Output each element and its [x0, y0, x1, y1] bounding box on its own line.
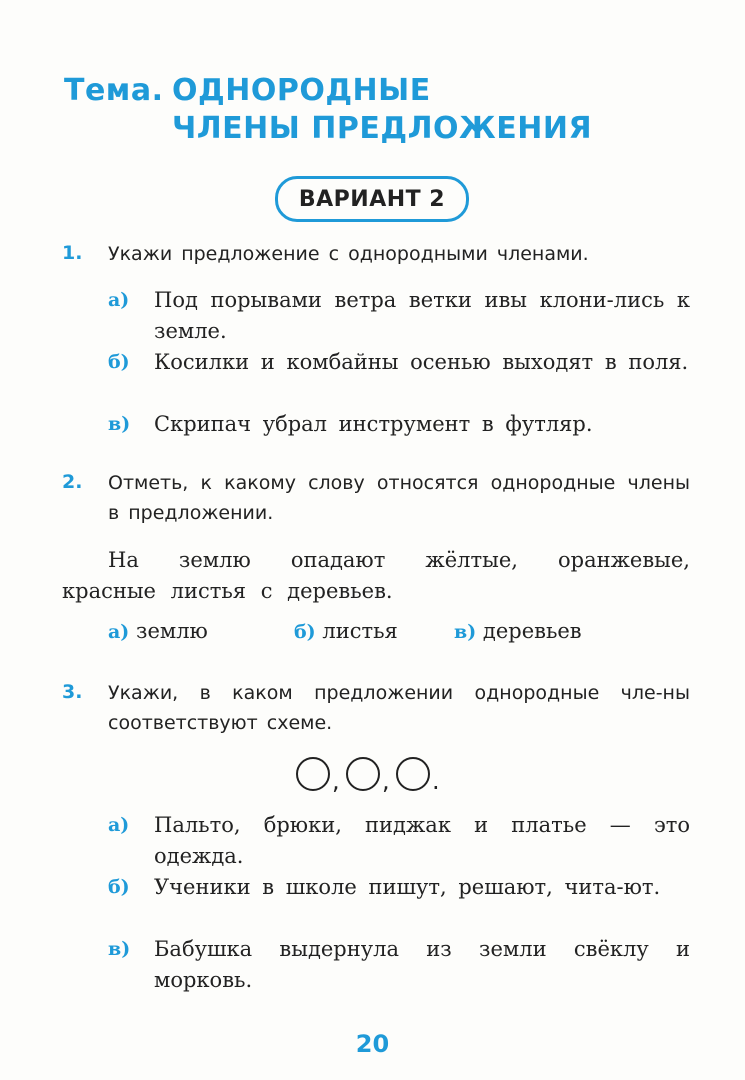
- page-number: 20: [355, 1030, 390, 1058]
- q1-option-a[interactable]: [108, 285, 690, 347]
- option-text: землю: [136, 619, 208, 643]
- circle-icon: [396, 757, 430, 791]
- option-letter: в): [454, 621, 477, 643]
- option-letter: а): [108, 621, 130, 643]
- option-text: Ученики в школе пишут, решают, чита-ют.: [154, 875, 661, 899]
- q3-option-c[interactable]: [108, 934, 690, 996]
- question-3-text: Укажи, в каком предложении однородные чле-ны соответствуют схеме.: [108, 682, 690, 734]
- question-2-sentence: На землю опадают жёлтые, оранжевые, красные листья с деревьев.: [62, 548, 690, 603]
- circle-icon: [346, 757, 380, 791]
- option-text: Скрипач убрал инструмент в футляр.: [154, 412, 593, 436]
- option-text: деревьев: [482, 619, 582, 643]
- q2-option-a[interactable]: [108, 619, 208, 643]
- title-line-2: ЧЛЕНЫ ПРЕДЛОЖЕНИЯ: [172, 111, 593, 146]
- q2-option-c[interactable]: [454, 619, 582, 643]
- scheme-comma: ,: [332, 767, 340, 795]
- option-letter: б): [294, 621, 316, 643]
- q3-option-b[interactable]: [108, 872, 690, 903]
- option-letter: а): [108, 289, 130, 311]
- question-1-number: 1.: [62, 242, 83, 264]
- option-text: Бабушка выдернула из земли свёклу и морковь.: [154, 937, 690, 992]
- topic-prefix: Тема.: [64, 73, 164, 108]
- sentence-scheme: [296, 757, 446, 795]
- option-letter: в): [108, 413, 131, 435]
- question-2-text: Отметь, к какому слову относятся однородные члены в предложении.: [108, 472, 690, 524]
- variant-badge: ВАРИАНТ 2: [275, 176, 469, 222]
- option-text: Пальто, брюки, пиджак и платье — это одежда.: [154, 813, 690, 868]
- q2-option-b[interactable]: [294, 619, 398, 643]
- scheme-period: .: [432, 767, 440, 795]
- q1-option-c[interactable]: [108, 409, 690, 440]
- title-line-1: ОДНОРОДНЫЕ: [172, 73, 431, 108]
- option-text: Косилки и комбайны осенью выходят в поля.: [154, 350, 689, 374]
- question-2-number: 2.: [62, 471, 83, 493]
- topic-title: [64, 72, 592, 148]
- option-text: Под порывами ветра ветки ивы клони-лись к земле.: [154, 288, 690, 343]
- option-letter: в): [108, 938, 131, 960]
- option-letter: б): [108, 351, 130, 373]
- question-3-number: 3.: [62, 681, 83, 703]
- q1-option-b[interactable]: [108, 347, 690, 378]
- q3-option-a[interactable]: [108, 810, 690, 872]
- option-letter: б): [108, 876, 130, 898]
- question-1-text: Укажи предложение с однородными членами.: [108, 243, 589, 265]
- option-letter: а): [108, 814, 130, 836]
- scheme-comma: ,: [382, 767, 390, 795]
- option-text: листья: [322, 619, 398, 643]
- circle-icon: [296, 757, 330, 791]
